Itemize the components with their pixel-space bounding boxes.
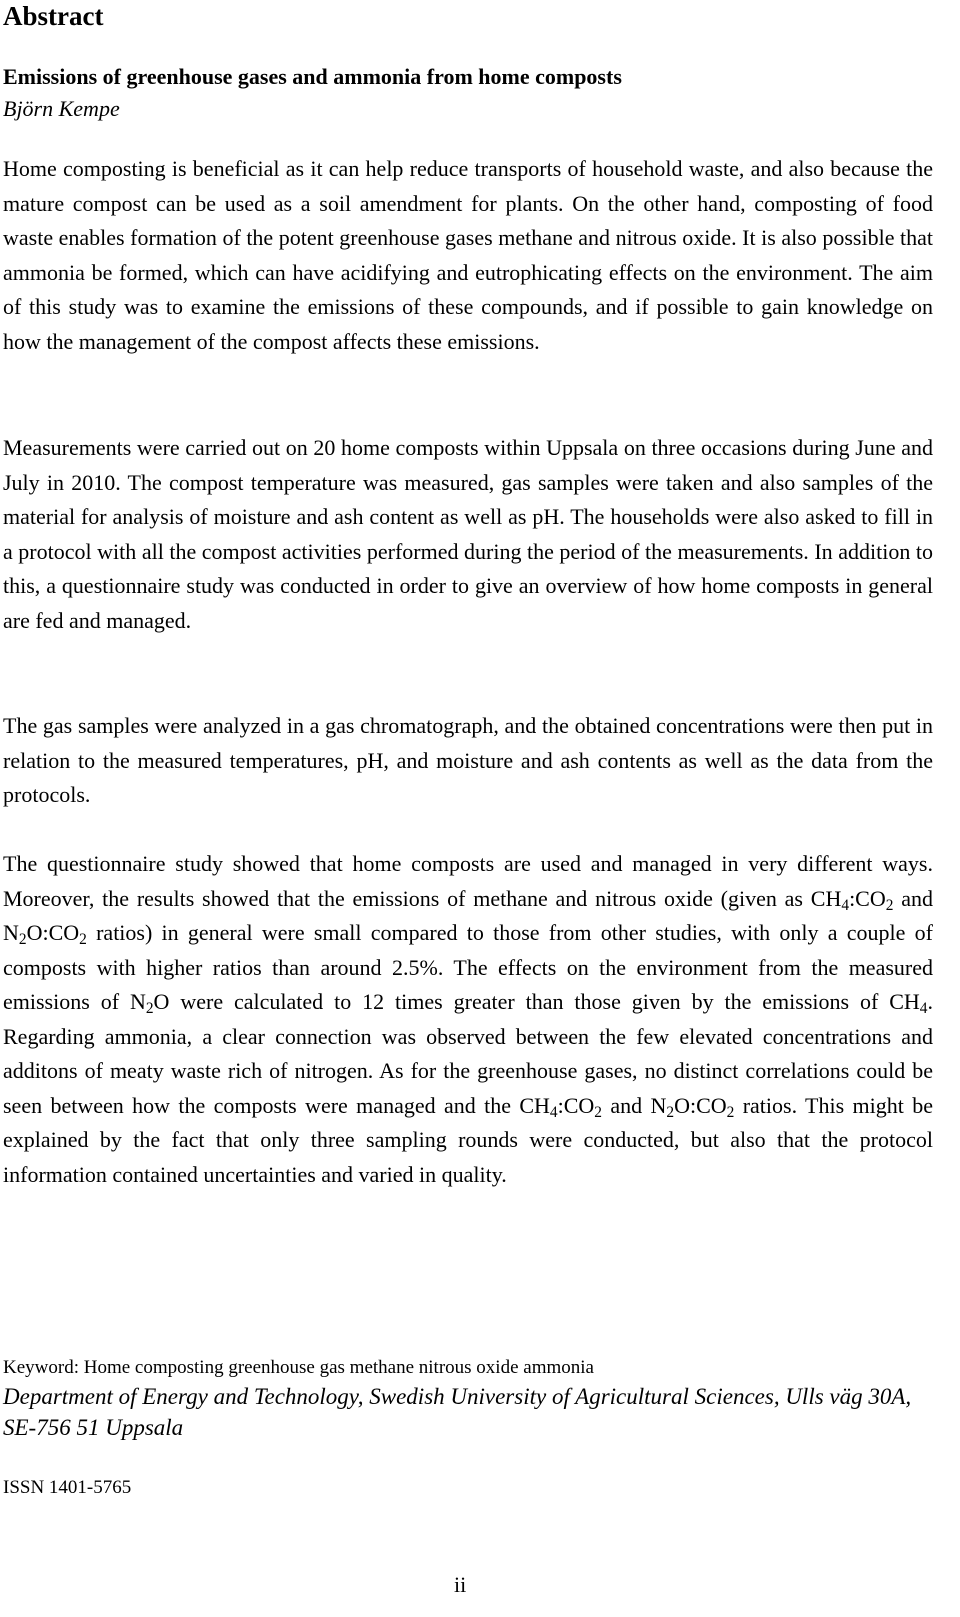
- subscript: 2: [726, 1103, 735, 1121]
- subscript: 2: [666, 1103, 675, 1121]
- keyword-line: Keyword: Home composting greenhouse gas methane nitrous oxide ammonia: [3, 1357, 594, 1378]
- abstract-heading: Abstract: [3, 1, 104, 31]
- paragraph-text: . Regarding ammonia, a clear connection was observed between the few elevated concentrations and additons of meaty waste rich of nitrogen. As for the greenhouse gases, no distinct correlations could be seen between how the composts were managed and the CH: [3, 989, 933, 1118]
- paragraph-text: and N: [3, 885, 934, 945]
- abstract-paragraph-1: Home composting is beneficial as it can help reduce transports of household waste, and also because the mature compost can be used as a soil amendment for plants. On the other hand, composting of food waste enables formation of the potent greenhouse gases methane and nitrous oxide. It is also possible that ammonia be formed, which can have acidifying and eutrophicating effects on the environment. The aim of this study was to examine the emissions of these compounds, and if possible to gain knowledge on how the management of the compost affects these emissions.: [3, 156, 933, 354]
- subscript: 2: [18, 930, 27, 948]
- paragraph-text: ratios. This might be explained by the fact that only three sampling rounds were conducted, but also that the protocol information contained uncertainties and varied in quality.: [3, 1092, 933, 1187]
- subscript: 2: [79, 930, 87, 948]
- abstract-paragraph-4: [3, 847, 933, 1192]
- page-number: ii: [454, 1572, 467, 1597]
- paragraph-text: and N: [601, 1092, 667, 1118]
- paragraph-text: :CO: [557, 1092, 595, 1118]
- abstract-paragraph-3: The gas samples were analyzed in a gas chromatograph, and the obtained concentrations were then put in relation to the measured temperatures, pH, and moisture and ash contents as well as the data from the protocols.: [3, 713, 933, 807]
- paragraph-text: ratios) in general were small compared to those from other studies, with only a couple of composts with higher ratios than around 2.5%. The effects on the environment from the measured emissions of N: [3, 920, 933, 1014]
- paragraph-text: The questionnaire study showed that home composts are used and managed in very different ways. Moreover, the results showed that the emissions of methane and nitrous oxide (given as CH: [3, 851, 933, 911]
- abstract-paragraph-2: Measurements were carried out on 20 home composts within Uppsala on three occasions during June and July in 2010. The compost temperature was measured, gas samples were taken and also samples of the material for analysis of moisture and ash content as well as pH. The households were also asked to fill in a protocol with all the compost activities performed during the period of the measurements. In addition to this, a questionnaire study was conducted in order to give an overview of how home composts in general are fed and managed.: [3, 435, 933, 633]
- paragraph-text: :CO: [849, 885, 886, 911]
- paragraph-text: O:CO: [674, 1092, 727, 1118]
- department-affiliation: Department of Energy and Technology, Swedish University of Agricultural Sciences, Ulls väg 30A, SE-756 51 Uppsala: [3, 1384, 912, 1440]
- subscript: 2: [885, 896, 894, 914]
- subscript: 2: [145, 999, 154, 1017]
- paragraph-text: O were calculated to 12 times greater than those given by the emissions of CH: [153, 989, 920, 1014]
- author-name: Björn Kempe: [3, 96, 120, 121]
- subscript: 4: [549, 1103, 558, 1121]
- paragraph-text: O:CO: [26, 920, 80, 945]
- subscript: 4: [841, 896, 850, 914]
- paper-title: Emissions of greenhouse gases and ammonia from home composts: [3, 64, 622, 89]
- subscript: 2: [594, 1103, 602, 1121]
- subscript: 4: [919, 999, 928, 1017]
- issn-number: ISSN 1401-5765: [3, 1477, 132, 1498]
